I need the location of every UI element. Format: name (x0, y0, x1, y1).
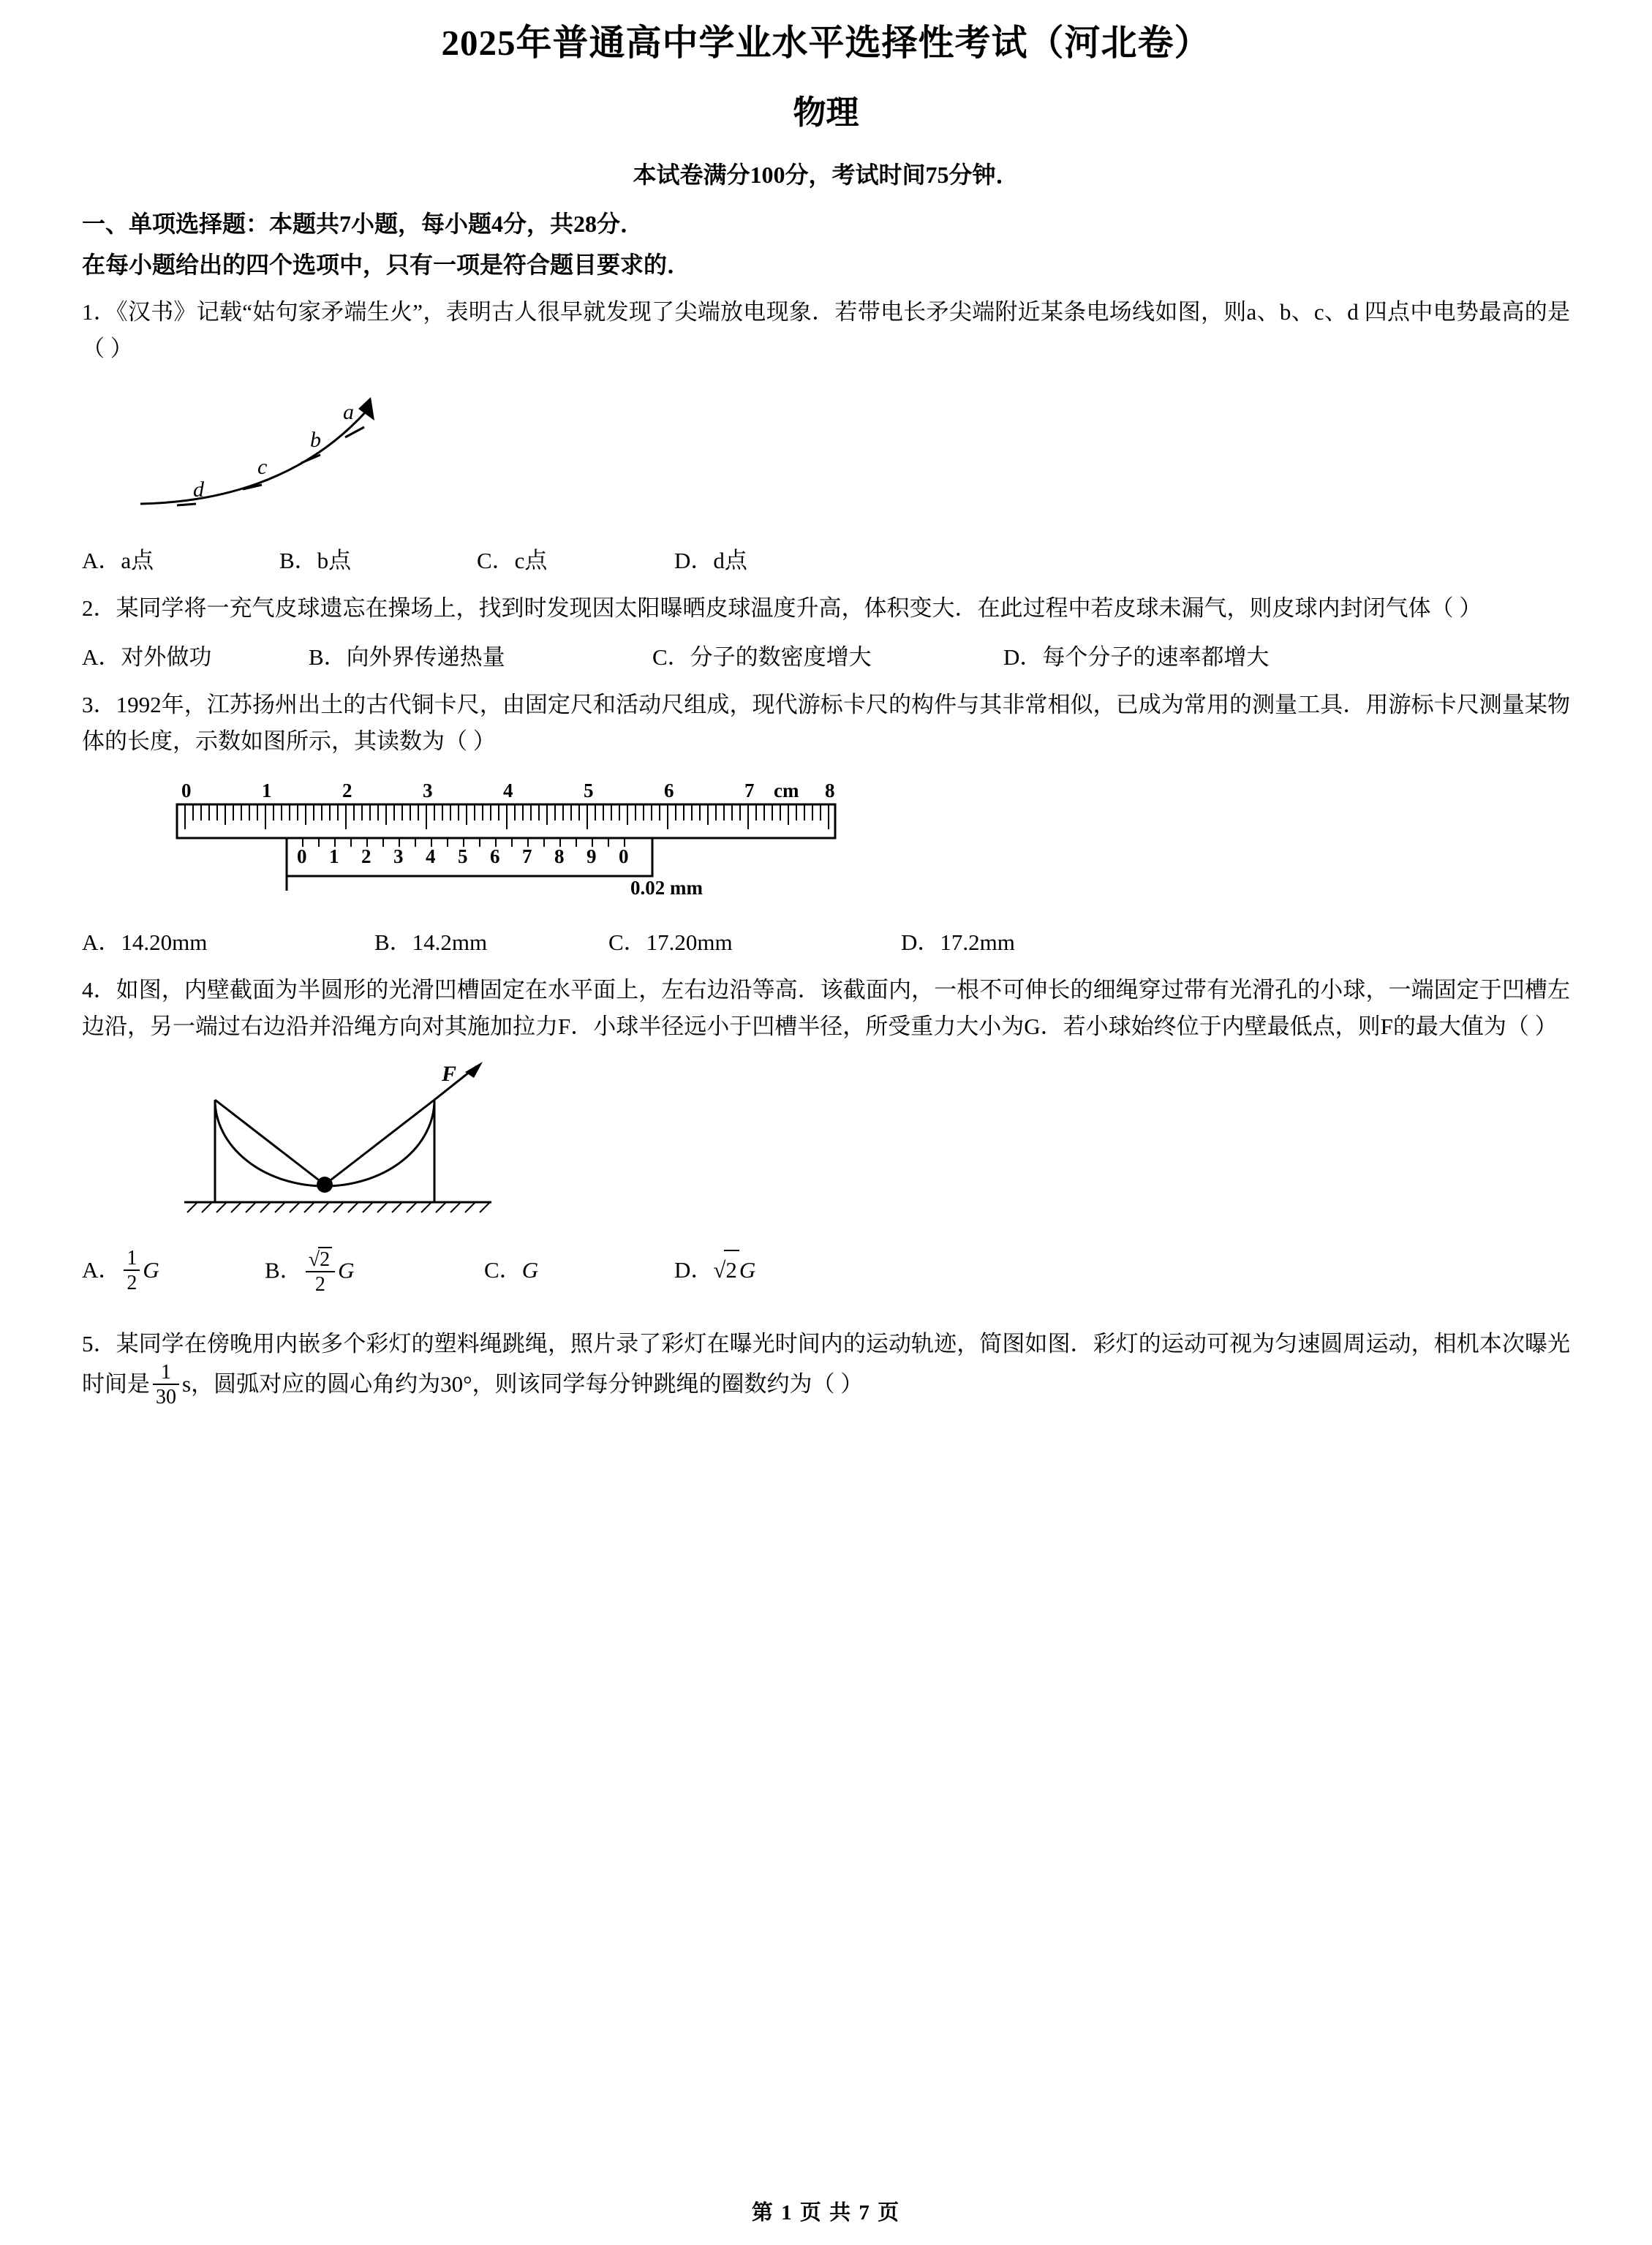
option-4-b-fraction: $\frac{√2}{2}$ (306, 1247, 335, 1296)
question-5-number: 5． (82, 1331, 116, 1357)
option-4-b-suffix: G (338, 1257, 355, 1283)
option-2-a[interactable]: A．对外做功 (82, 644, 212, 670)
question-4 (82, 972, 1570, 1045)
figure-label-F: F (442, 1061, 457, 1086)
svg-text:5: 5 (584, 779, 594, 801)
section-heading-line1: 一、单项选择题：本题共7小题，每小题4分，共28分． (82, 211, 644, 238)
question-1-text: 《汉书》记载“姑句家矛端生火”，表明古人很早就发现了尖端放电现象．若带电长矛尖端附近某条电场线如图，则a、b、c、d 四点中电势最高的是（ ） (82, 299, 1571, 362)
figure-label-d: d (193, 477, 204, 502)
svg-text:8: 8 (825, 779, 835, 801)
option-2-c[interactable]: C．分子的数密度增大 (652, 644, 872, 670)
figure-precision-label: 0.02 mm (630, 876, 703, 899)
svg-text:1: 1 (329, 845, 339, 867)
svg-text:1: 1 (262, 779, 272, 801)
svg-text:4: 4 (426, 845, 436, 867)
svg-text:7: 7 (522, 845, 532, 867)
svg-text:7: 7 (744, 779, 755, 801)
question-5-text-part1: 某同学在傍晚用内嵌多个彩灯的塑料绳跳绳，照片录了彩灯在曝光时间内的运动轨迹，简图如图．彩灯的运动可视为匀速圆周运动，相机本次曝光时间是 (82, 1331, 1570, 1397)
figure-label-a: a (343, 399, 354, 424)
question-1-number: 1． (82, 299, 117, 325)
svg-text:0: 0 (619, 845, 629, 867)
section-heading-line2: 在每小题给出的四个选项中，只有一项是符合题目要求的． (82, 252, 691, 279)
figure-question-4-groove (82, 1059, 1570, 1231)
page-footer: 第 1 页 共 7 页 (751, 2201, 901, 2225)
option-2-b[interactable]: B．向外界传递热量 (309, 644, 505, 670)
question-2-text: 某同学将一充气皮球遗忘在操场上，找到时发现因太阳曝晒皮球温度升高，体积变大．在此过程中若皮球未漏气，则皮球内封闭气体（ ） (116, 595, 1482, 622)
svg-text:0: 0 (297, 845, 307, 867)
option-4-b[interactable] (265, 1248, 484, 1297)
figure-question-1 (82, 381, 1570, 531)
option-4-b-sqrt: √2 (306, 1247, 335, 1272)
svg-text:3: 3 (423, 779, 433, 801)
svg-text:5: 5 (458, 845, 468, 867)
option-4-a-fraction: $\frac{1}{2}$ (124, 1248, 140, 1294)
figure-label-b: b (310, 427, 321, 452)
svg-text:2: 2 (342, 779, 352, 801)
option-3-c[interactable]: C．17.20mm (608, 929, 733, 955)
svg-text:3: 3 (393, 845, 404, 867)
question-2-number: 2． (82, 595, 116, 622)
option-4-b-prefix: B． (265, 1257, 303, 1283)
option-4-c[interactable] (484, 1252, 674, 1288)
option-1-d[interactable]: D．d点 (674, 547, 747, 573)
svg-text:6: 6 (490, 845, 500, 867)
question-1 (82, 294, 1570, 367)
option-3-d[interactable]: D．17.2mm (901, 929, 1015, 955)
option-2-d[interactable]: D．每个分子的速率都增大 (1003, 644, 1270, 670)
options-question-3 (82, 924, 1570, 961)
options-question-4 (82, 1248, 1570, 1297)
option-1-b[interactable]: B．b点 (279, 547, 352, 573)
option-4-d[interactable]: D．√2G (674, 1250, 755, 1288)
svg-text:cm: cm (774, 779, 799, 801)
question-5-fraction: $\frac{1}{30}$ (153, 1362, 179, 1408)
option-4-d-radicand: 2 (724, 1250, 739, 1288)
question-5 (82, 1326, 1570, 1409)
option-4-d-suffix: G (739, 1257, 756, 1283)
option-4-c-prefix: C． (484, 1257, 522, 1283)
figure-question-3-vernier-caliper (82, 774, 1570, 913)
subject-title: 物理 (793, 94, 859, 132)
question-3 (82, 687, 1570, 760)
question-3-number: 3． (82, 692, 116, 718)
exam-note: 本试卷满分100分，考试时间75分钟． (633, 162, 1019, 189)
page-title: 2025年普通高中学业水平选择性考试（河北卷） (441, 23, 1211, 63)
svg-text:9: 9 (587, 845, 597, 867)
option-4-a-suffix: G (143, 1257, 159, 1283)
option-1-c[interactable]: C．c点 (477, 547, 548, 573)
question-5-text-part2: s，圆弧对应的圆心角约为30°，则该同学每分钟跳绳的圈数约为（ ） (182, 1370, 864, 1397)
option-1-a[interactable]: A．a点 (82, 547, 154, 573)
question-2 (82, 590, 1570, 627)
options-question-2 (82, 639, 1570, 676)
option-3-b[interactable]: B．14.2mm (374, 929, 488, 955)
option-4-d-prefix: D． (674, 1257, 714, 1283)
option-4-a-prefix: A． (82, 1257, 121, 1283)
figure-label-c: c (257, 454, 268, 479)
option-4-c-value: G (521, 1257, 539, 1283)
option-4-a[interactable] (82, 1249, 265, 1296)
options-question-1 (82, 543, 1570, 579)
svg-text:8: 8 (554, 845, 565, 867)
question-4-text: 如图，内壁截面为半圆形的光滑凹槽固定在水平面上，左右边沿等高．该截面内，一根不可伸长的细绳穿过带有光滑孔的小球，一端固定于凹槽左边沿，另一端过右边沿并沿绳方向对其施加拉力F．小球半径远小于凹槽半径，所受重力大小为G．若小球始终位于内壁最低点，则F的最大值为（ ） (82, 977, 1570, 1040)
svg-text:0: 0 (181, 779, 192, 801)
svg-text:6: 6 (664, 779, 674, 801)
question-3-text: 1992年，江苏扬州出土的古代铜卡尺，由固定尺和活动尺组成，现代游标卡尺的构件与其非常相似，已成为常用的测量工具．用游标卡尺测量某物体的长度，示数如图所示，其读数为（ ） (82, 692, 1570, 755)
option-3-a[interactable]: A．14.20mm (82, 929, 208, 955)
svg-text:4: 4 (503, 779, 513, 801)
svg-text:2: 2 (361, 845, 371, 867)
question-4-number: 4． (82, 977, 116, 1003)
